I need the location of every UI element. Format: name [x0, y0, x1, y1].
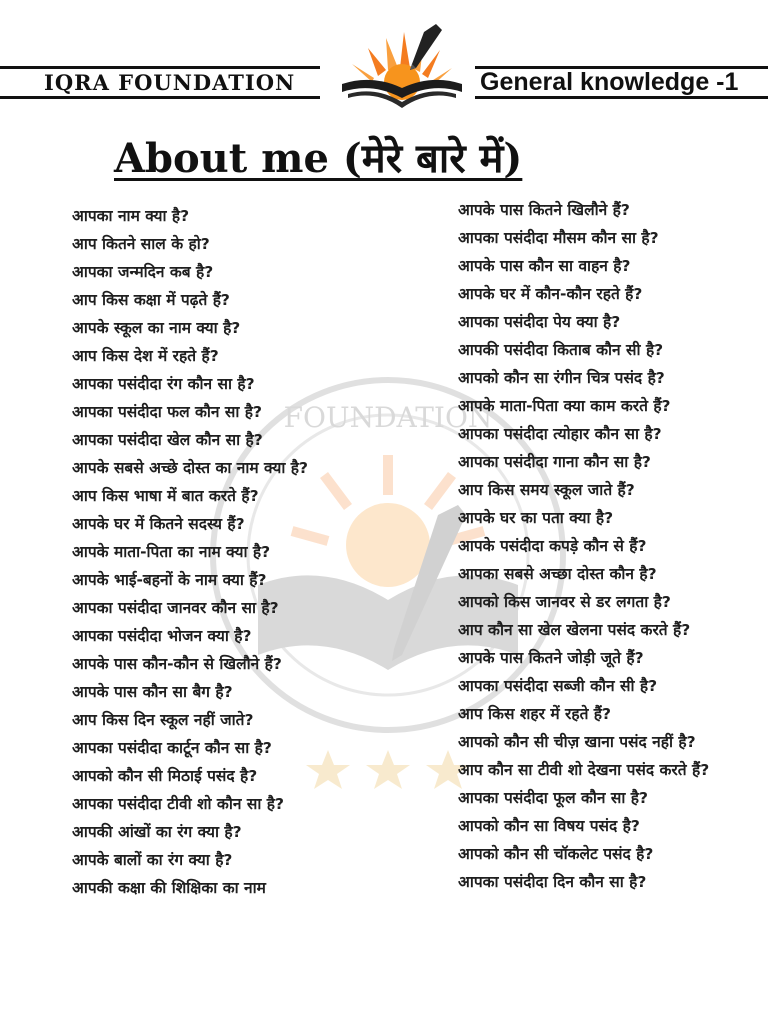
question-item: आप किस देश में रहते हैं? — [72, 347, 219, 365]
question-item: आपको किस जानवर से डर लगता है? — [458, 593, 671, 611]
question-item: आपका पसंदीदा खेल कौन सा है? — [72, 431, 263, 449]
question-item: आपको कौन सी चीज़ खाना पसंद नहीं है? — [458, 733, 696, 751]
pen-icon — [410, 24, 442, 70]
question-item: आपके पास कौन सा वाहन है? — [458, 257, 631, 275]
question-item: आपका पसंदीदा दिन कौन सा है? — [458, 873, 647, 891]
question-item: आपके पसंदीदा कपड़े कौन से हैं? — [458, 537, 647, 555]
question-item: आपके घर का पता क्या है? — [458, 509, 614, 527]
question-item: आपके पास कितने खिलौने हैं? — [458, 201, 630, 219]
question-item: आपको कौन सा रंगीन चित्र पसंद है? — [458, 369, 665, 387]
question-item: आपके पास कौन सा बैग है? — [72, 683, 233, 701]
question-item: आप किस दिन स्कूल नहीं जाते? — [72, 711, 254, 729]
question-item: आप कौन सा टीवी शो देखना पसंद करते हैं? — [458, 761, 710, 779]
question-item: आप कौन सा खेल खेलना पसंद करते हैं? — [458, 621, 691, 639]
question-item: आपके सबसे अच्छे दोस्त का नाम क्या है? — [72, 459, 308, 477]
question-item: आपका पसंदीदा फूल कौन सा है? — [458, 789, 649, 807]
question-item: आपका सबसे अच्छा दोस्त कौन है? — [458, 565, 657, 583]
watermark-text: FOUNDATION — [283, 401, 493, 434]
brand-name: IQRA FOUNDATION — [44, 70, 296, 95]
question-item: आपका नाम क्या है? — [72, 207, 190, 225]
question-item: आपका पसंदीदा टीवी शो कौन सा है? — [72, 795, 284, 813]
question-item: आपको कौन सा विषय पसंद है? — [458, 817, 640, 835]
header-rule-right-bottom — [475, 96, 768, 99]
question-item: आपका पसंदीदा जानवर कौन सा है? — [72, 599, 279, 617]
question-item: आपका पसंदीदा त्योहार कौन सा है? — [458, 425, 662, 443]
page-title: About me (मेरे बारे में) — [114, 135, 523, 182]
question-item: आप किस शहर में रहते हैं? — [458, 705, 612, 723]
question-item: आपके माता-पिता क्या काम करते हैं? — [458, 397, 671, 415]
question-item: आपके बालों का रंग क्या है? — [72, 851, 233, 869]
questions-left-column — [72, 202, 334, 902]
question-item: आपको कौन सी चॉकलेट पसंद है? — [458, 845, 654, 863]
question-item: आप किस कक्षा में पढ़ते हैं? — [72, 291, 230, 309]
question-item: आपके पास कौन-कौन से खिलौने हैं? — [72, 655, 282, 673]
question-item: आपका पसंदीदा फल कौन सा है? — [72, 403, 263, 421]
questions-right-column — [458, 196, 738, 896]
question-item: आपका पसंदीदा भोजन क्या है? — [72, 627, 252, 645]
question-item: आपके घर में कौन-कौन रहते हैं? — [458, 285, 643, 303]
foundation-logo-icon — [328, 18, 476, 114]
question-item: आपकी पसंदीदा किताब कौन सी है? — [458, 341, 664, 359]
header-rule-left-top — [0, 66, 320, 69]
subject-title: General knowledge -1 — [480, 68, 739, 96]
question-item: आपका पसंदीदा पेय क्या है? — [458, 313, 621, 331]
question-item: आपका पसंदीदा गाना कौन सा है? — [458, 453, 651, 471]
question-item: आपका जन्मदिन कब है? — [72, 263, 214, 281]
question-item: आपका पसंदीदा सब्जी कौन सी है? — [458, 677, 658, 695]
question-item: आपका पसंदीदा रंग कौन सा है? — [72, 375, 255, 393]
question-item: आप किस भाषा में बात करते हैं? — [72, 487, 259, 505]
question-item: आप कितने साल के हो? — [72, 235, 210, 253]
question-item: आप किस समय स्कूल जाते हैं? — [458, 481, 635, 499]
question-item: आपके पास कितने जोड़ी जूते हैं? — [458, 649, 644, 667]
question-item: आपको कौन सी मिठाई पसंद है? — [72, 767, 258, 785]
question-item: आपका पसंदीदा मौसम कौन सा है? — [458, 229, 659, 247]
question-item: आपके माता-पिता का नाम क्या है? — [72, 543, 271, 561]
question-item: आपके घर में कितने सदस्य हैं? — [72, 515, 245, 533]
question-item: आपकी आंखों का रंग क्या है? — [72, 823, 242, 841]
header-rule-left-bottom — [0, 96, 320, 99]
page-header — [0, 0, 768, 120]
question-item: आपकी कक्षा की शिक्षिका का नाम — [72, 879, 266, 897]
question-item: आपके भाई-बहनों के नाम क्या हैं? — [72, 571, 267, 589]
question-item: आपका पसंदीदा कार्टून कौन सा है? — [72, 739, 272, 757]
question-item: आपके स्कूल का नाम क्या है? — [72, 319, 241, 337]
